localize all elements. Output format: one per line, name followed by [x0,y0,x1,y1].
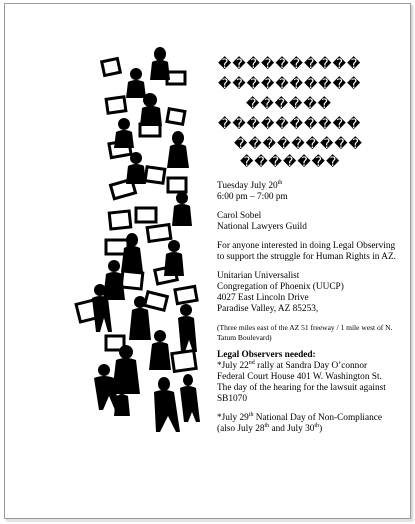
item-ordinal: th [314,422,320,429]
heading-glyph-row: ������� [240,155,341,170]
host-name: Carol Sobel [217,211,262,221]
event-venue [217,271,397,315]
venue-line: Unitarian Universalist [217,271,300,281]
observers-section [217,350,397,405]
heading-glyph-row: ���������� [218,57,362,72]
item-date: *July 29 [217,413,249,423]
protest-crowd-illustration [70,40,220,440]
venue-directions: (Three miles east of the AZ 51 freeway / 1 mile west of N. Tatum Boulevard) [217,323,393,342]
heading-glyph-row: ���������� [218,117,362,132]
item-text: rally at Sandra Day O’connor Federal Court House 401 W. Washington St. The day of the hearing for the lawsuit against SB1070 [217,361,386,404]
item-text: National Day of Non-Compliance (also July 28 [217,413,383,434]
event-time: 6:00 pm – 7:00 pm [217,192,288,202]
item-ordinal: th [264,422,270,429]
observers-heading: Legal Observers needed: [217,350,316,360]
venue-line: Paradise Valley, AZ 85253, [217,304,319,314]
item-date: *July 22 [217,361,249,371]
page-shadow [8,519,412,522]
event-date: Tuesday July 20 [217,181,278,191]
heading-glyph-row: ��������� [234,137,363,152]
item-ordinal: th [248,411,254,418]
item-ordinal: nd [248,359,255,366]
host-org: National Lawyers Guild [217,222,307,232]
observer-item-2 [217,413,397,435]
venue-line: Congregation of Phoenix (UUCP) [217,282,344,292]
item-text: and July 30 [269,424,315,434]
date-ordinal: th [277,179,283,186]
heading-glyph-row: ������ [246,97,332,112]
event-host [217,211,397,233]
item-text: ) [319,424,323,434]
event-description: For anyone interested in doing Legal Observing to support the struggle for Human Rights in AZ. [217,241,396,262]
event-datetime [217,181,397,203]
heading-glyph-row: ���������� [218,77,362,92]
venue-line: 4027 East Lincoln Drive [217,293,309,303]
flyer-text-column [217,181,397,443]
observer-item-1 [217,361,386,404]
